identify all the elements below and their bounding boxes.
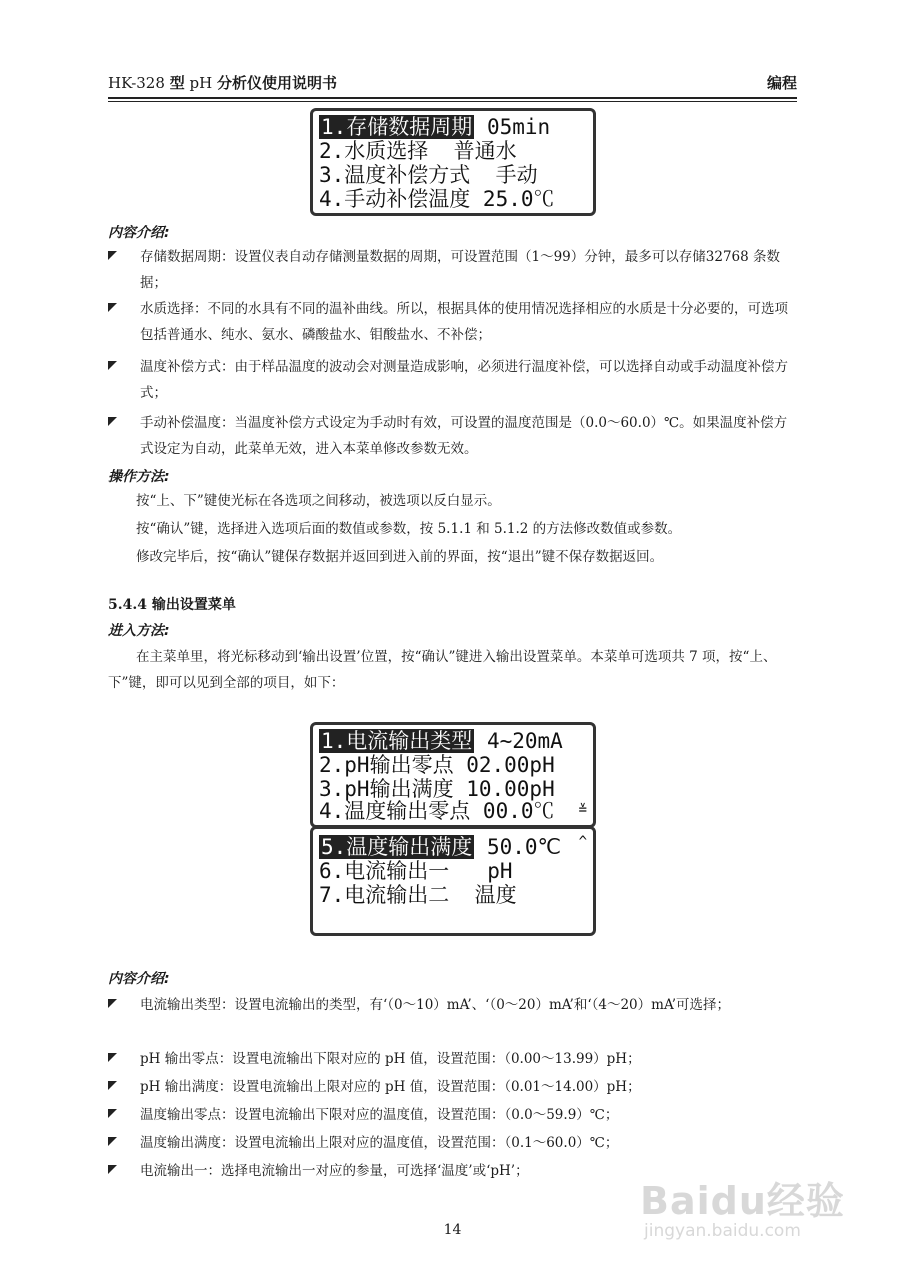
paragraph: 修改完毕后，按“确认”键保存数据并返回到进入前的界面，按“退出”键不保存数据返回。 — [136, 549, 664, 565]
header-title: HK-328 型 pH 分析仪使用说明书 — [108, 74, 337, 92]
bullet-item: 存储数据周期：设置仪表自动存储测量数据的周期，可设置范围（1～99）分钟，最多可以存储32768 条数据； — [108, 244, 798, 296]
paragraph: 按“上、下”键使光标在各选项之间移动，被选项以反白显示。 — [136, 493, 501, 509]
selected-item: 1.存储数据周期 — [321, 115, 473, 139]
triangle-bullet-icon — [108, 999, 117, 1008]
bullet-item: 电流输出类型：设置电流输出的类型，有‘（0～10）mA’、‘（0～20）mA’和‘（4～20）mA’可选择； — [108, 992, 798, 1018]
paragraph: 在主菜单里，将光标移动到‘输出设置’位置，按“确认”键进入输出设置菜单。本菜单可选项共 7 项，按“上、下”键，即可以见到全部的项目，如下： — [108, 649, 777, 691]
bullet-item: 电流输出一：选择电流输出一对应的参量，可选择‘温度’或‘pH’； — [108, 1158, 798, 1184]
triangle-bullet-icon — [108, 1053, 117, 1062]
section-title: 5.4.4 输出设置菜单 — [108, 597, 236, 613]
lcd-row: 4.温度输出零点 00.0℃ — [319, 799, 555, 823]
lcd-row: 6.电流输出一 pH — [319, 859, 513, 883]
section-heading: 进入方法: — [108, 623, 170, 639]
scroll-down-icon: ≚ — [578, 802, 587, 818]
triangle-bullet-icon — [108, 361, 117, 370]
section-heading: 内容介绍: — [108, 225, 170, 241]
triangle-bullet-icon — [108, 1165, 117, 1174]
triangle-bullet-icon — [108, 1081, 117, 1090]
lcd-row: 2.pH输出零点 02.00pH — [319, 753, 555, 777]
bullet-item: 温度补偿方式：由于样品温度的波动会对测量造成影响，必须进行温度补偿，可以选择自动或手动温度补偿方式； — [108, 354, 798, 406]
scroll-up-icon: ^ — [578, 834, 587, 850]
lcd-row: 2.水质选择 普通水 — [319, 139, 517, 163]
lcd-row: 1.存储数据周期 05min — [321, 115, 551, 139]
triangle-bullet-icon — [108, 1109, 117, 1118]
bullet-item: 温度输出满度：设置电流输出上限对应的温度值，设置范围：（0.1～60.0）℃； — [108, 1130, 798, 1156]
bullet-item: pH 输出满度：设置电流输出上限对应的 pH 值，设置范围：（0.01～14.00）pH； — [108, 1074, 798, 1100]
triangle-bullet-icon — [108, 303, 117, 312]
page-header — [108, 72, 797, 96]
section-heading: 内容介绍: — [108, 971, 170, 987]
bullet-item: pH 输出零点：设置电流输出下限对应的 pH 值，设置范围：（0.00～13.99）pH； — [108, 1046, 798, 1072]
lcd-row: 3.pH输出满度 10.00pH — [319, 777, 555, 801]
paragraph: 按“确认”键，选择进入选项后面的数值或参数，按 5.1.1 和 5.1.2 的方法修改数值或参数。 — [136, 521, 682, 537]
lcd-screen-output-menu-page2 — [310, 826, 596, 936]
lcd-row: 7.电流输出二 温度 — [319, 883, 517, 907]
lcd-screen-storage-menu — [310, 108, 596, 216]
header-divider — [108, 97, 797, 102]
selected-item: 5.温度输出满度 — [321, 835, 473, 859]
bullet-item: 水质选择：不同的水具有不同的温补曲线。所以，根据具体的使用情况选择相应的水质是十分必要的，可选项包括普通水、纯水、氨水、磷酸盐水、钼酸盐水、不补偿； — [108, 296, 798, 348]
triangle-bullet-icon — [108, 251, 117, 260]
selected-item: 1.电流输出类型 — [321, 729, 473, 753]
baidu-watermark: Baidu经验 jingyan.baidu.com — [640, 1179, 845, 1241]
section-heading: 操作方法: — [108, 469, 170, 485]
lcd-row: 1.电流输出类型 4~20mA — [321, 729, 563, 753]
header-section: 编程 — [766, 74, 797, 92]
lcd-row: 5.温度输出满度 50.0℃ — [321, 835, 562, 859]
lcd-row: 3.温度补偿方式 手动 — [319, 163, 538, 187]
lcd-screen-output-menu-page1 — [310, 722, 596, 828]
page-number: 14 — [443, 1222, 462, 1238]
bullet-item: 温度输出零点：设置电流输出下限对应的温度值，设置范围：（0.0～59.9）℃； — [108, 1102, 798, 1128]
bullet-item: 手动补偿温度：当温度补偿方式设定为手动时有效，可设置的温度范围是（0.0～60.0）℃。如果温度补偿方式设定为自动，此菜单无效，进入本菜单修改参数无效。 — [108, 410, 798, 462]
lcd-row: 4.手动补偿温度 25.0℃ — [319, 187, 555, 211]
triangle-bullet-icon — [108, 417, 117, 426]
triangle-bullet-icon — [108, 1137, 117, 1146]
